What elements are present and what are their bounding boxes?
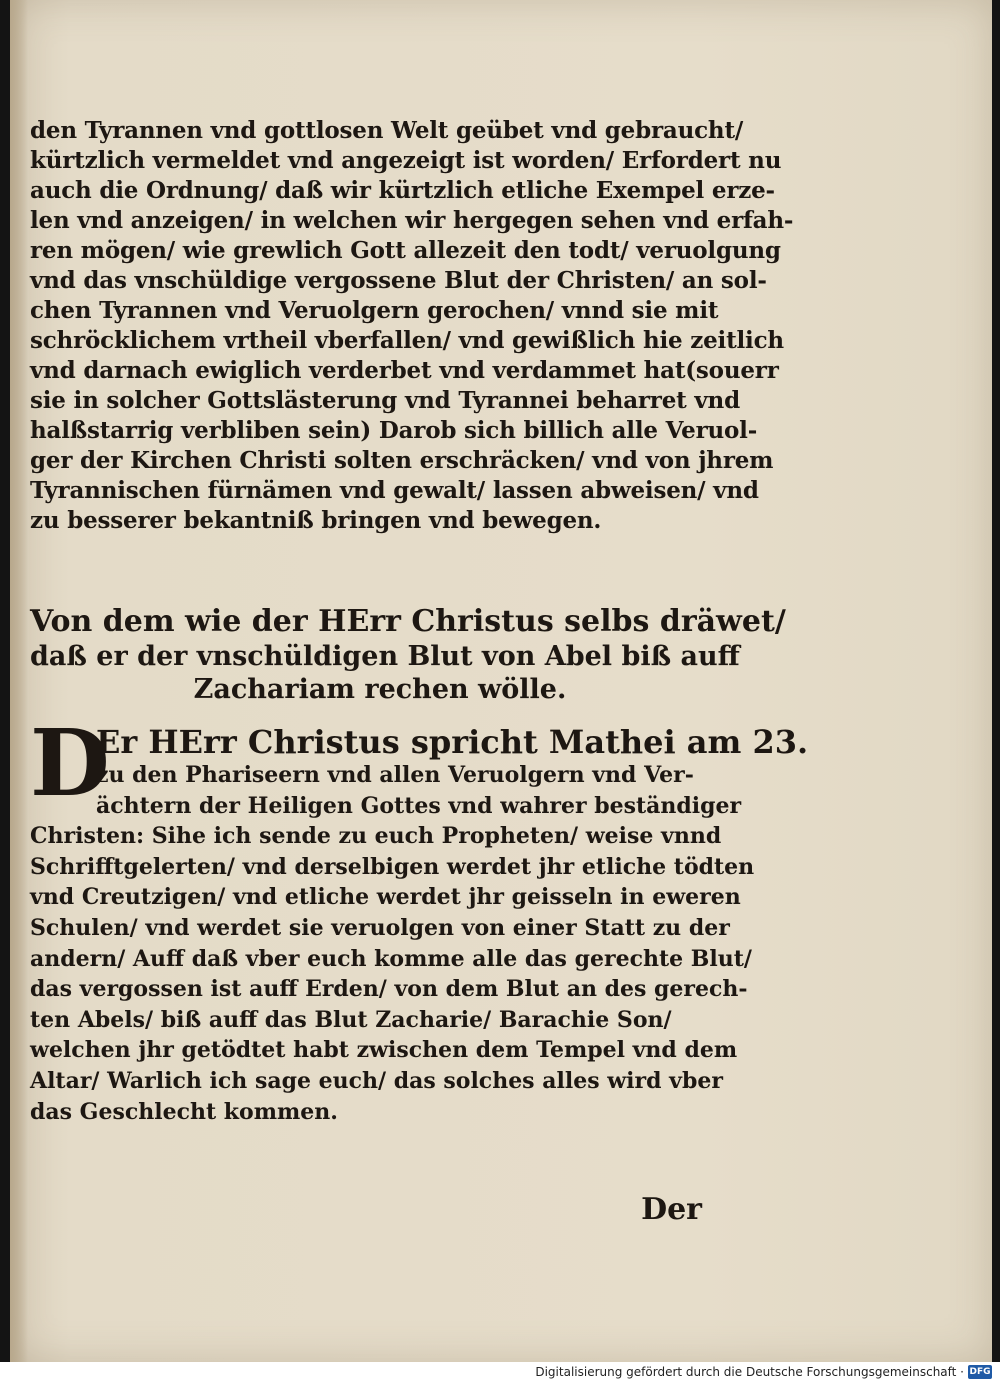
text-line: ren mögen/ wie grewlich Gott allezeit den todt/ veruolgung (30, 237, 781, 264)
text-line: ächtern der Heiligen Gottes vnd wahrer beständiger (96, 792, 742, 819)
page-gutter-shadow (10, 0, 28, 1362)
catchword: Der (641, 1192, 702, 1227)
book-page (10, 0, 992, 1362)
text-line: Schrifftgelerten/ vnd derselbigen werdet jhr etliche tödten (30, 853, 755, 880)
text-line: sie in solcher Gottslästerung vnd Tyrannei beharret vnd (30, 387, 740, 414)
text-line: ten Abels/ biß auff das Blut Zacharie/ Barachie Son/ (30, 1006, 672, 1033)
funding-credit: Digitalisierung gefördert durch die Deutsche Forschungsgemeinschaft · (535, 1365, 964, 1379)
heading-line: Von dem wie der HErr Christus selbs dräwet/ (30, 604, 786, 639)
section-heading (30, 604, 786, 706)
text-line: vnd das vnschüldige vergossene Blut der Christen/ an sol- (30, 267, 767, 294)
text-line: halßstarrig verbliben sein) Darob sich billich alle Veruol- (30, 417, 758, 444)
text-line: chen Tyrannen vnd Veruolgern gerochen/ vnnd sie mit (30, 297, 719, 324)
text-line: Christen: Sihe ich sende zu euch Propheten/ weise vnnd (30, 823, 722, 850)
text-line: Tyrannischen fürnämen vnd gewalt/ lassen abweisen/ vnd (30, 477, 759, 504)
text-line: andern/ Auff daß vber euch komme alle das gerechte Blut/ (30, 945, 752, 972)
body-paragraph (30, 116, 794, 536)
text-line: welchen jhr getödtet habt zwischen dem Tempel vnd dem (30, 1037, 738, 1064)
text-line: ger der Kirchen Christi solten erschräcken/ vnd von jhrem (30, 447, 774, 474)
text-line: vnd darnach ewiglich verderbet vnd verdammet hat(souerr (30, 357, 779, 384)
section-paragraph (30, 709, 809, 1127)
footer-bar (0, 1362, 1000, 1384)
text-line: Altar/ Warlich ich sage euch/ das solches alles wird vber (30, 1067, 723, 1094)
text-line: Er HErr Christus spricht Mathei am 23. (96, 723, 809, 761)
text-line: schröcklichem vrtheil vberfallen/ vnd gewißlich hie zeitlich (30, 327, 784, 354)
text-line: Schulen/ vnd werdet sie veruolgen von einer Statt zu der (30, 914, 730, 941)
dfg-logo-icon: DFG (969, 1367, 991, 1377)
text-line: zu besserer bekantniß bringen vnd bewegen. (30, 507, 602, 534)
heading-line: Zachariam rechen wölle. (193, 674, 567, 705)
text-line: das Geschlecht kommen. (30, 1098, 338, 1125)
text-line: vnd Creutzigen/ vnd etliche werdet jhr geisseln in eweren (30, 884, 741, 911)
text-line: len vnd anzeigen/ in welchen wir hergegen sehen vnd erfah- (30, 207, 794, 234)
drop-cap-initial: D (30, 709, 110, 817)
text-line: den Tyrannen vnd gottlosen Welt geübet vnd gebraucht/ (30, 117, 744, 144)
heading-line: daß er der vnschüldigen Blut von Abel biß auff (30, 641, 740, 672)
text-line: kürtzlich vermeldet vnd angezeigt ist worden/ Erfordert nu (30, 147, 782, 174)
text-line: das vergossen ist auff Erden/ von dem Blut an des gerech- (30, 976, 748, 1003)
text-line: auch die Ordnung/ daß wir kürtzlich etliche Exempel erze- (30, 177, 775, 204)
text-line: zu den Phariseern vnd allen Veruolgern vnd Ver- (96, 762, 694, 788)
